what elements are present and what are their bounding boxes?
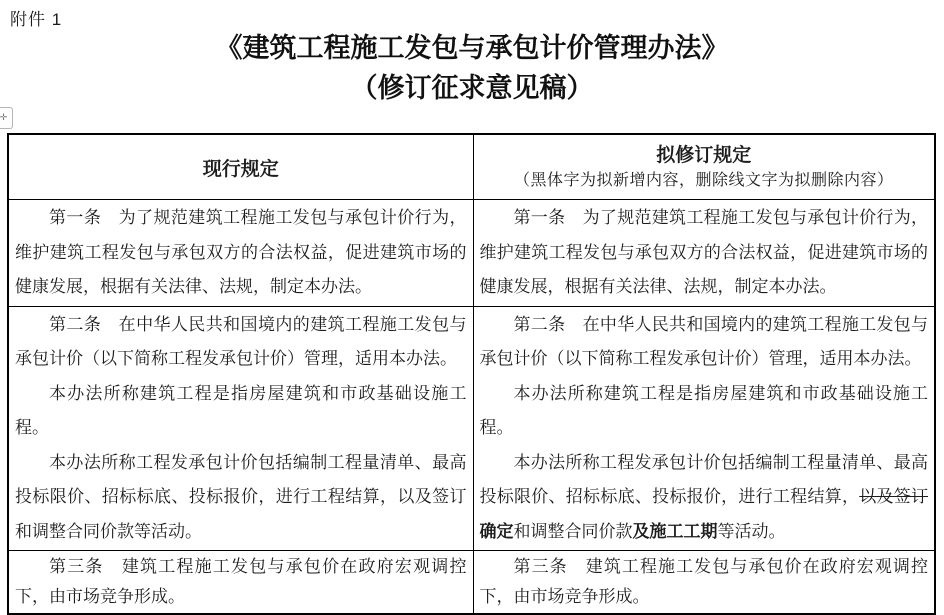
right-provision-cell [473,200,935,307]
text-segment: 等活动。 [717,521,786,541]
paragraph [15,446,467,550]
paragraph [15,377,467,446]
paragraph [15,201,467,305]
paragraph [15,552,467,612]
move-cross-icon: ✛ [0,113,8,123]
paragraph [480,446,929,550]
document-title-line1: 《建筑工程施工发包与承包计价管理办法》 [215,33,729,63]
paragraph [480,201,929,305]
text-segment: 第一条 为了规范建筑工程施工发包与承包计价行为，维护建筑工程发包与承包双方的合法权益，促进建筑市场的健康发展，根据有关法律、法规，制定本办法。 [479,208,928,296]
text-segment: 第三条 建筑工程施工发包与承包价在政府宏观调控下，由市场竞争形成。 [15,557,467,606]
text-segment: 本办法所称建筑工程是指房屋建筑和市政基础设施工程。 [15,383,467,437]
current-provision-header: 现行规定 [8,134,473,200]
revised-header-note: （黑体字为拟新增内容，删除线文字为拟删除内容） [513,172,894,189]
paragraph [15,308,467,377]
table-row [8,306,935,551]
table-header-row [8,134,935,200]
left-provision-cell [8,551,473,615]
new-text: 及施工工期 [632,521,718,541]
right-provision-cell [473,551,935,615]
paragraph [480,308,929,377]
paragraph [480,377,929,446]
text-segment: 本办法所称工程发承包计价包括编制工程量清单、最高投标限价、招标标底、投标报价，进行工程结算， [479,452,928,506]
new-text: 确定 [479,521,514,541]
left-provision-cell [8,306,473,551]
table-row [8,200,935,307]
text-segment: 本办法所称建筑工程是指房屋建筑和市政基础设施工程。 [479,383,928,437]
attachment-label: 附件 1 [10,10,63,29]
comparison-table [7,133,936,615]
deleted-text: 以及签订 [859,487,929,506]
paragraph [480,552,929,612]
document-title-line2: （修订征求意见稿） [350,73,594,103]
right-provision-cell [473,306,935,551]
text-segment: 本办法所称工程发承包计价包括编制工程量清单、最高投标限价、招标标底、投标报价，进行工程结算，以及签订和调整合同价款等活动。 [15,452,467,541]
text-segment: 第二条 在中华人民共和国境内的建筑工程施工发包与承包计价（以下简称工程发承包计价）管理，适用本办法。 [15,314,467,368]
table-row [8,551,935,615]
revised-header-title: 拟修订规定 [656,145,752,166]
revised-provision-header [473,134,935,200]
document-title [0,28,944,108]
table-move-handle-icon[interactable] [0,107,13,129]
comparison-rows [8,200,935,615]
text-segment: 第三条 建筑工程施工发包与承包价在政府宏观调控下，由市场竞争形成。 [479,557,928,606]
left-provision-cell [8,200,473,307]
text-segment: 和调整合同价款 [513,521,633,541]
text-segment: 第二条 在中华人民共和国境内的建筑工程施工发包与承包计价（以下简称工程发承包计价）管理，适用本办法。 [479,314,928,368]
text-segment: 第一条 为了规范建筑工程施工发包与承包计价行为，维护建筑工程发包与承包双方的合法权益，促进建筑市场的健康发展，根据有关法律、法规，制定本办法。 [15,208,467,296]
